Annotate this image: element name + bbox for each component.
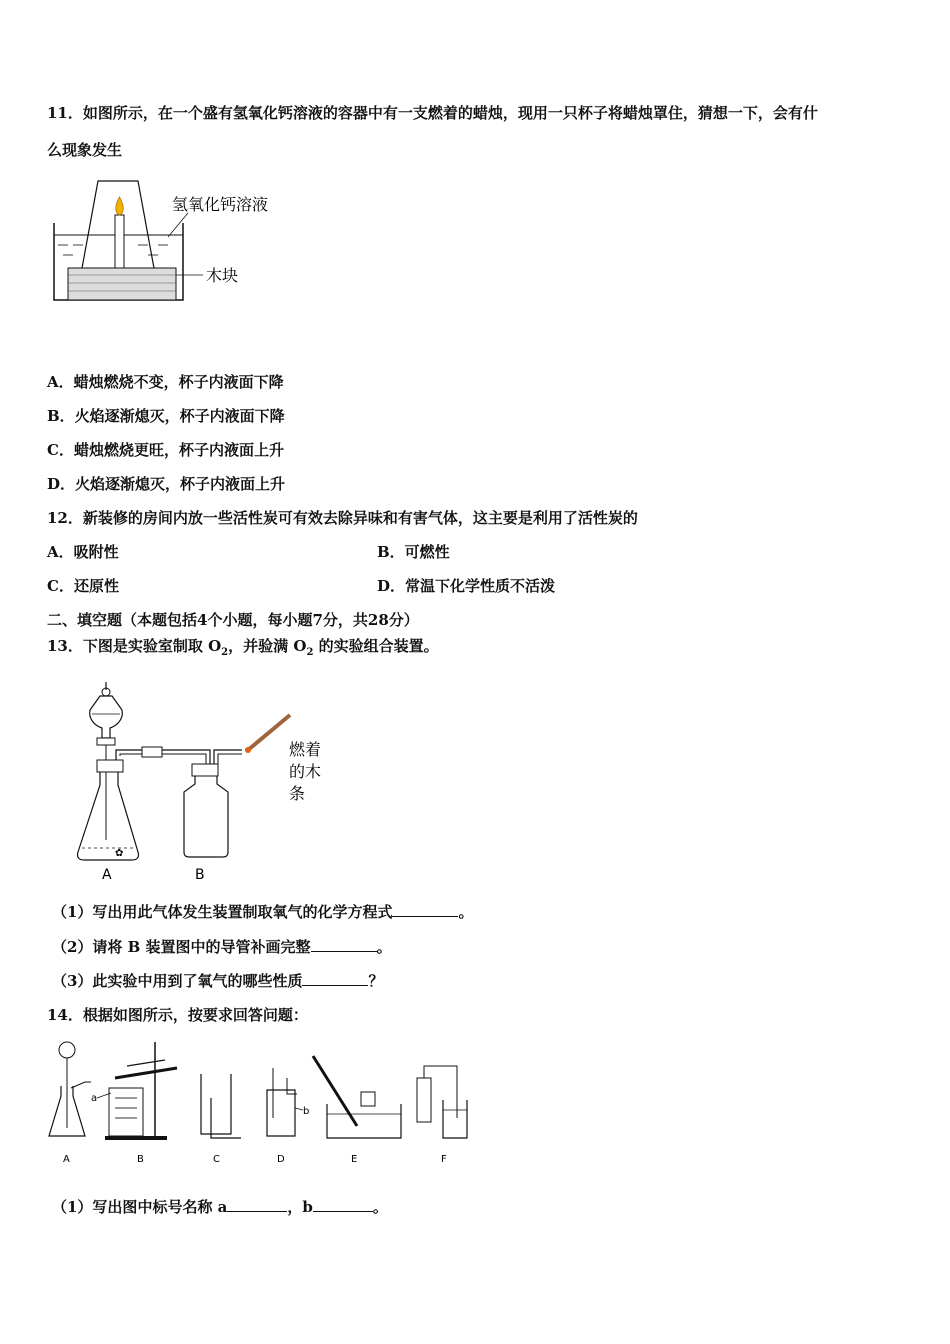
q13-sub1-text: （1）写出用此气体发生装置制取氧气的化学方程式 <box>52 903 393 921</box>
q13-stem-part1: 13．下图是实验室制取 O <box>47 637 222 655</box>
q11-stem-line1: 11．如图所示，在一个盛有氢氧化钙溶液的容器中有一支燃着的蜡烛，现用一只杯子将蜡烛罩住，猜想一下，会有什 <box>47 104 818 122</box>
q13-sub2 <box>52 937 392 957</box>
svg-text:✿: ✿ <box>115 848 124 859</box>
q11-option-d: D．火焰逐渐熄灭，杯子内液面上升 <box>47 475 286 493</box>
q11-label-wood: 木块 <box>206 266 239 285</box>
section-heading: 二、填空题（本题包括4个小题，每小题7分，共28分） <box>47 611 419 629</box>
q14-mark-b: b <box>303 1106 310 1117</box>
q13-sub1: 2 <box>221 647 229 658</box>
q13-sub2-end: 。 <box>376 938 392 956</box>
q14-stem: 14．根据如图所示，按要求回答问题： <box>47 1006 308 1024</box>
q13-stem <box>47 636 439 663</box>
q11-option-b: B．火焰逐渐熄灭，杯子内液面下降 <box>47 407 285 425</box>
q11-label-solution: 氢氧化钙溶液 <box>172 195 269 214</box>
q13-stem-part3: 的实验组合装置。 <box>313 637 439 655</box>
q13-sub1-answer-blank[interactable] <box>392 902 458 917</box>
q13-apparatus-figure <box>70 680 340 885</box>
q14-label-f: F <box>441 1154 447 1165</box>
q13-sub2-answer-blank[interactable] <box>311 937 377 952</box>
q14-sub1-text-b: ，b <box>287 1198 313 1216</box>
q14-label-d: D <box>277 1154 285 1165</box>
q12-option-a: A．吸附性 <box>47 543 119 561</box>
q14-sub1-text-a: （1）写出图中标号名称 a <box>52 1198 228 1216</box>
q13-sub1 <box>52 902 473 922</box>
q13-sub2: 2 <box>306 647 314 658</box>
q14-sub1-answer-a[interactable] <box>227 1197 287 1212</box>
q13-sub3-answer-blank[interactable] <box>302 971 368 986</box>
q12-option-c: C．还原性 <box>47 577 119 595</box>
q13-sub3-text: （3）此实验中用到了氧气的哪些性质 <box>52 972 303 990</box>
q11-candle-figure <box>48 175 298 310</box>
q14-mark-a: a <box>91 1093 98 1104</box>
q11-option-a: A．蜡烛燃烧不变，杯子内液面下降 <box>47 373 284 391</box>
q14-sub1-answer-b[interactable] <box>313 1197 373 1212</box>
q13-label-stick-3: 条 <box>289 784 306 803</box>
q11-stem-line2: 么现象发生 <box>47 141 123 159</box>
q13-label-stick-1: 燃着 <box>289 740 322 759</box>
q14-sub1-end: 。 <box>372 1198 388 1216</box>
q13-label-b: B <box>195 867 205 883</box>
q11-option-c: C．蜡烛燃烧更旺，杯子内液面上升 <box>47 441 284 459</box>
q14-sub1 <box>52 1197 388 1217</box>
q13-sub3 <box>52 971 383 991</box>
q13-sub2-text: （2）请将 B 装置图中的导管补画完整 <box>52 938 311 956</box>
q12-stem: 12．新装修的房间内放一些活性炭可有效去除异味和有害气体，这主要是利用了活性炭的 <box>47 509 638 527</box>
q14-label-b: B <box>137 1154 144 1165</box>
q13-label-stick-2: 的木 <box>289 762 322 781</box>
q14-label-c: C <box>213 1154 220 1165</box>
q13-stem-part2: ，并验满 O <box>228 637 307 655</box>
q14-apparatus-figure <box>45 1038 485 1168</box>
q14-label-a: A <box>63 1154 70 1165</box>
q13-label-a: A <box>102 867 112 883</box>
q12-option-d: D．常温下化学性质不活泼 <box>377 577 556 595</box>
q14-label-e: E <box>351 1154 358 1165</box>
q13-sub3-end: ？ <box>368 972 384 990</box>
q12-option-b: B．可燃性 <box>377 543 450 561</box>
q13-sub1-end: 。 <box>458 903 474 921</box>
